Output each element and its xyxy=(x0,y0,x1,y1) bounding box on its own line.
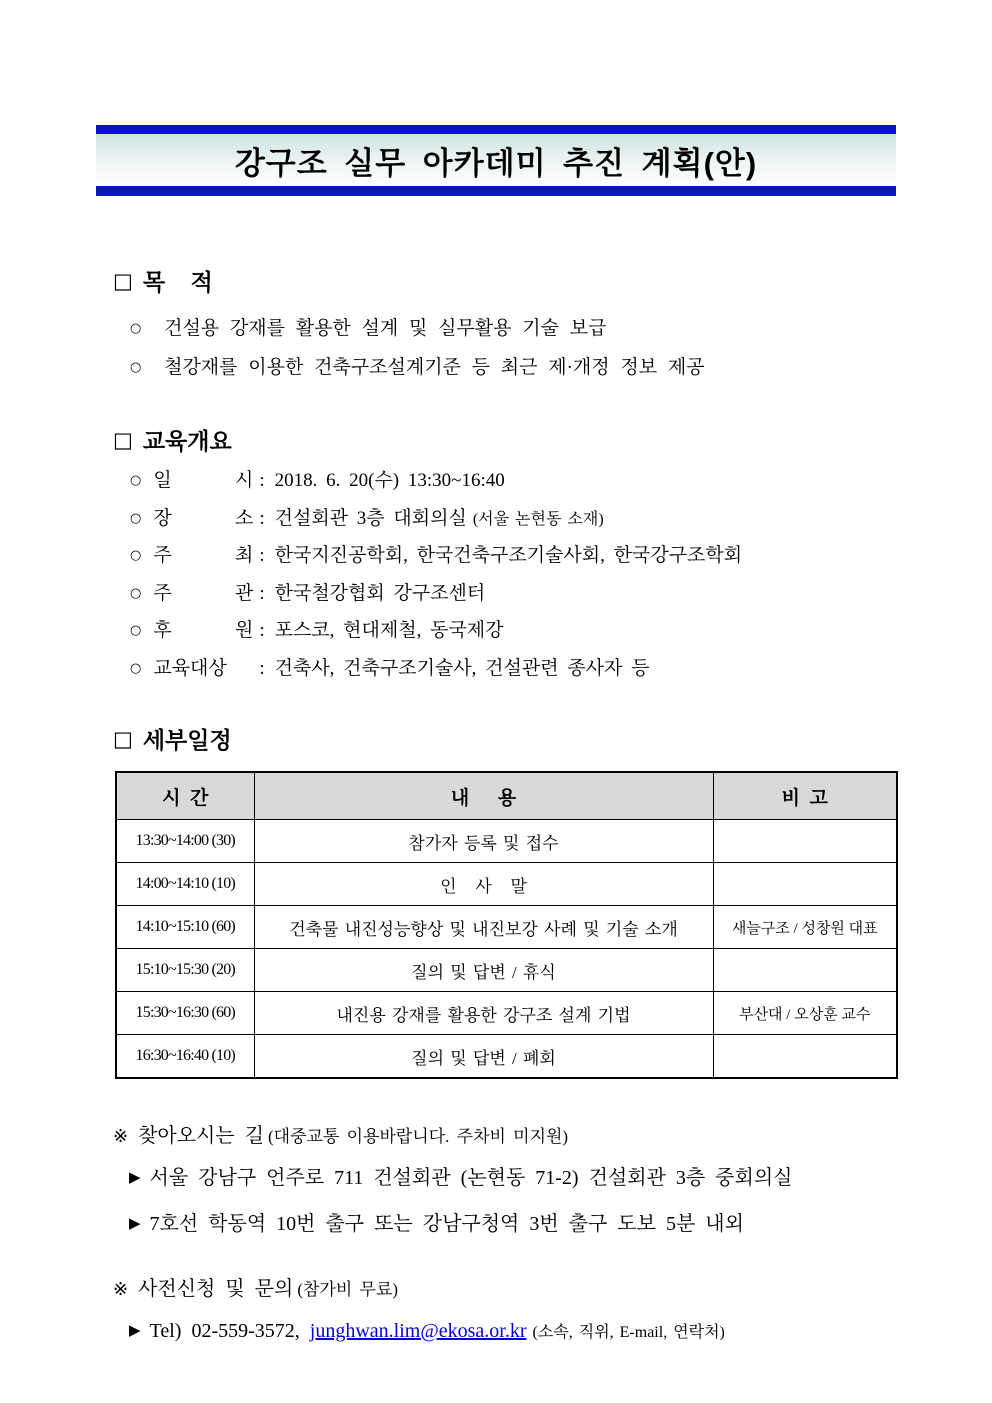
circle-bullet-icon: ○ xyxy=(130,473,142,488)
directions-heading xyxy=(113,1121,896,1152)
banner-top-rule xyxy=(96,125,896,134)
directions-note: (대중교통 이용바랍니다. 주차비 미지원) xyxy=(268,1127,569,1146)
contact-title: 사전신청 및 문의 xyxy=(138,1278,294,1300)
contact-note: (참가비 무료) xyxy=(297,1280,399,1299)
schedule-remark: 새늘구조 / 성창원 대표 xyxy=(713,906,897,949)
purpose-item-text: 철강재를 이용한 건축구조설계기준 등 최근 제·개정 정보 제공 xyxy=(164,357,705,378)
schedule-row xyxy=(116,863,897,906)
schedule-remark xyxy=(713,820,897,863)
contact-email-note: (소속, 직위, E-mail, 연락처) xyxy=(532,1324,725,1341)
column-header-remark: 비 고 xyxy=(713,772,897,820)
overview-label: 교육대상 xyxy=(153,657,227,679)
schedule-table xyxy=(115,771,898,1079)
circle-bullet-icon: ○ xyxy=(130,321,142,336)
overview-value: 한국지진공학회, 한국건축구조기술사회, 한국강구조학회 xyxy=(274,545,743,566)
reference-mark-icon: ※ xyxy=(113,1126,129,1147)
directions-item-subway xyxy=(129,1206,896,1244)
schedule-remark xyxy=(713,863,897,906)
overview-label: 일 시 xyxy=(153,470,254,491)
directions-item-text: 서울 강남구 언주로 711 건설회관 (논현동 71-2) 건설회관 3층 중회의실 xyxy=(149,1167,793,1189)
contact-item xyxy=(129,1313,896,1351)
directions-item-text: 7호선 학동역 10번 출구 또는 강남구청역 3번 출구 도보 5분 내외 xyxy=(149,1213,744,1235)
triangle-bullet-icon: ▶ xyxy=(129,1321,141,1339)
purpose-list xyxy=(113,310,896,388)
circle-bullet-icon: ○ xyxy=(130,660,142,676)
directions-item-address xyxy=(129,1160,896,1198)
label-separator: : xyxy=(259,657,265,679)
schedule-content: 건축물 내진성능향상 및 내진보강 사례 및 기술 소개 xyxy=(254,906,713,949)
purpose-item xyxy=(130,310,896,349)
overview-label: 후 원 xyxy=(153,620,254,641)
page-title: 강구조 실무 아카데미 추진 계획(안) xyxy=(234,145,758,181)
section-heading-overview xyxy=(113,427,896,455)
overview-value: 포스코, 현대제철, 동국제강 xyxy=(274,620,504,641)
circle-bullet-icon: ○ xyxy=(130,623,142,638)
section-title-schedule: 세부일정 xyxy=(142,727,232,753)
document-page xyxy=(96,0,896,1351)
banner-band xyxy=(96,134,896,186)
section-schedule xyxy=(113,726,896,1079)
purpose-item-text: 건설용 강재를 활용한 설계 및 실무활용 기술 보급 xyxy=(164,318,607,339)
schedule-row xyxy=(116,949,897,992)
schedule-content: 질의 및 답변 / 폐회 xyxy=(254,1035,713,1079)
schedule-remark xyxy=(713,1035,897,1079)
section-title-overview: 교육개요 xyxy=(142,428,232,454)
overview-item-sponsor xyxy=(130,613,896,651)
schedule-row xyxy=(116,906,897,949)
contact-heading xyxy=(113,1274,896,1305)
schedule-content: 인 사 말 xyxy=(254,863,713,906)
schedule-time: 16:30~16:40 (10) xyxy=(116,1035,254,1079)
contact-tel: Tel) 02-559-3572, xyxy=(149,1320,300,1342)
schedule-header-row xyxy=(116,772,897,820)
schedule-content: 참가자 등록 및 접수 xyxy=(254,820,713,863)
schedule-row xyxy=(116,820,897,863)
schedule-remark: 부산대 / 오상훈 교수 xyxy=(713,992,897,1035)
schedule-content: 질의 및 답변 / 휴식 xyxy=(254,949,713,992)
circle-bullet-icon: ○ xyxy=(130,548,142,563)
schedule-row xyxy=(116,1035,897,1079)
section-title-purpose: 목 적 xyxy=(142,269,213,295)
overview-item-audience xyxy=(130,651,896,689)
schedule-time: 15:10~15:30 (20) xyxy=(116,949,254,992)
circle-bullet-icon: ○ xyxy=(130,510,142,526)
triangle-bullet-icon: ▶ xyxy=(129,1168,141,1186)
overview-value: 한국철강협회 강구조센터 xyxy=(274,582,486,604)
purpose-item xyxy=(130,349,896,388)
overview-label: 장 소 xyxy=(153,507,254,529)
section-heading-purpose xyxy=(113,268,896,296)
square-bullet-icon: □ xyxy=(113,428,133,452)
overview-value: 2018. 6. 20(수) 13:30~16:40 xyxy=(274,470,505,491)
label-separator: : xyxy=(259,545,265,566)
directions-title: 찾아오시는 길 xyxy=(138,1125,265,1147)
label-separator: : xyxy=(259,620,265,641)
schedule-time: 13:30~14:00 (30) xyxy=(116,820,254,863)
schedule-time: 14:10~15:10 (60) xyxy=(116,906,254,949)
banner-bottom-rule xyxy=(96,186,896,196)
circle-bullet-icon: ○ xyxy=(130,360,142,375)
circle-bullet-icon: ○ xyxy=(130,585,142,601)
label-separator: : xyxy=(259,507,265,529)
section-overview xyxy=(113,427,896,688)
schedule-content: 내진용 강재를 활용한 강구조 설계 기법 xyxy=(254,992,713,1035)
contact-email-link[interactable]: junghwan.lim@ekosa.or.kr xyxy=(309,1320,527,1342)
square-bullet-icon: □ xyxy=(113,727,133,751)
overview-value: 건설회관 3층 대회의실 xyxy=(274,507,467,529)
label-separator: : xyxy=(259,582,265,604)
triangle-bullet-icon: ▶ xyxy=(129,1214,141,1232)
overview-item-datetime xyxy=(130,463,896,501)
column-header-content: 내 용 xyxy=(254,772,713,820)
section-contact xyxy=(113,1274,896,1351)
schedule-time: 15:30~16:30 (60) xyxy=(116,992,254,1035)
schedule-row xyxy=(116,992,897,1035)
section-purpose xyxy=(113,268,896,388)
overview-list xyxy=(113,463,896,688)
column-header-time: 시 간 xyxy=(116,772,254,820)
reference-mark-icon: ※ xyxy=(113,1279,129,1300)
overview-label: 주 최 xyxy=(153,545,254,566)
schedule-time: 14:00~14:10 (10) xyxy=(116,863,254,906)
label-separator: : xyxy=(259,470,265,491)
overview-label: 주 관 xyxy=(153,582,254,604)
overview-item-place xyxy=(130,501,896,539)
overview-note: (서울 논현동 소재) xyxy=(472,510,604,528)
overview-item-organizer xyxy=(130,576,896,614)
schedule-remark xyxy=(713,949,897,992)
overview-item-host xyxy=(130,538,896,576)
overview-value: 건축사, 건축구조기술사, 건설관련 종사자 등 xyxy=(274,657,650,679)
section-directions xyxy=(113,1121,896,1244)
square-bullet-icon: □ xyxy=(113,269,133,293)
title-banner xyxy=(96,125,896,196)
section-heading-schedule xyxy=(113,726,896,754)
